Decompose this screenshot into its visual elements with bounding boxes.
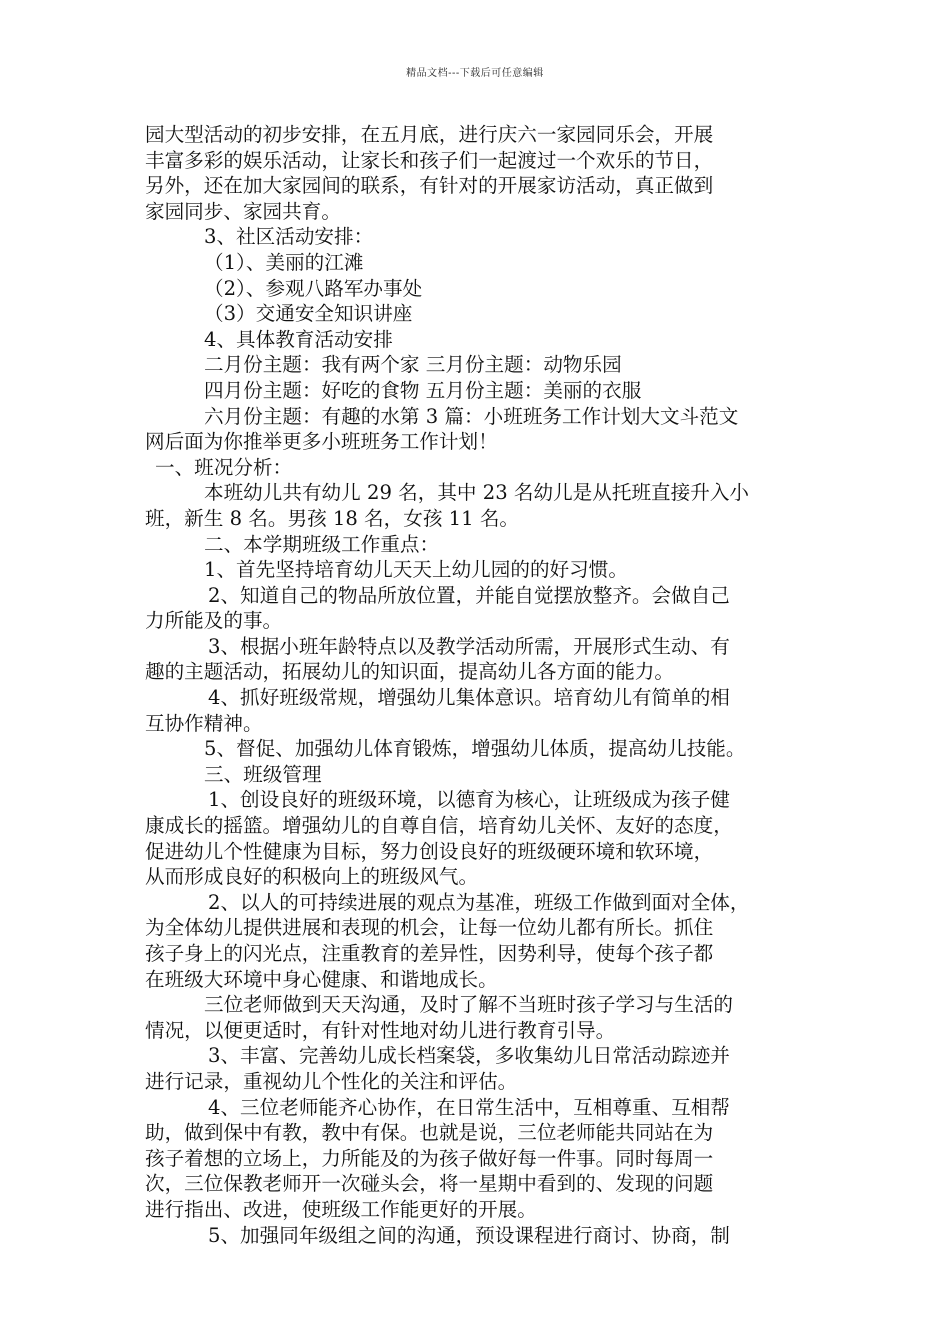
text-line: 2、以人的可持续进展的观点为基准，班级工作做到面对全体， bbox=[208, 890, 750, 914]
text-line: 康成长的摇篮。增强幼儿的自尊自信，培育幼儿关怀、友好的态度， bbox=[145, 814, 733, 838]
text-line: 二月份主题：我有两个家 三月份主题：动物乐园 bbox=[204, 353, 622, 377]
text-line: 孩子身上的闪光点，注重教育的差异性，因势利导，使每个孩子都 bbox=[145, 942, 714, 965]
text-line: （3）交通安全知识讲座 bbox=[204, 302, 413, 326]
text-line: 家园同步、家园共育。 bbox=[145, 199, 341, 223]
text-line: 进行指出、改进，使班级工作能更好的开展。 bbox=[145, 1197, 537, 1221]
text-line: 一、班况分析： bbox=[155, 455, 293, 479]
text-line: 丰富多彩的娱乐活动，让家长和孩子们一起渡过一个欢乐的节日， bbox=[145, 148, 714, 172]
text-line: 促进幼儿个性健康为目标，努力创设良好的班级硬环境和软环境， bbox=[145, 839, 714, 863]
document-body bbox=[145, 122, 810, 1248]
text-line: 进行记录，重视幼儿个性化的关注和评估。 bbox=[145, 1069, 518, 1093]
text-line: 网后面为你推举更多小班班务工作计划！ bbox=[145, 430, 498, 454]
text-line: 1、创设良好的班级环境，以德育为核心，让班级成为孩子健 bbox=[208, 788, 730, 812]
text-line: 园大型活动的初步安排，在五月底，进行庆六一家园同乐会，开展 bbox=[145, 123, 714, 146]
text-line: （1）、美丽的江滩 bbox=[204, 250, 364, 274]
text-line: 5、督促、加强幼儿体育锻炼，增强幼儿体质，提高幼儿技能。 bbox=[204, 737, 746, 761]
text-line: 4、具体教育活动安排 bbox=[204, 327, 393, 351]
text-line: 孩子着想的立场上，力所能及的为孩子做好每一件事。同时每周一 bbox=[145, 1146, 714, 1170]
text-line: 在班级大环境中身心健康、和谐地成长。 bbox=[145, 967, 498, 991]
text-line: 六月份主题：有趣的水第 3 篇：小班班务工作计划大文斗范文 bbox=[204, 404, 739, 428]
text-line: 三位老师做到天天沟通，及时了解不当班时孩子学习与生活的 bbox=[204, 993, 734, 1017]
text-line: 情况，以便更适时，有针对性地对幼儿进行教育引导。 bbox=[145, 1018, 616, 1042]
text-line: 次，三位保教老师开一次碰头会，将一星期中看到的、发现的问题 bbox=[145, 1172, 714, 1196]
text-line: 二、本学期班级工作重点： bbox=[204, 532, 440, 556]
text-line: 互协作精神。 bbox=[145, 711, 263, 735]
text-line: 5、加强同年级组之间的沟通，预设课程进行商讨、协商，制 bbox=[208, 1223, 730, 1247]
text-line: 班，新生 8 名。男孩 18 名，女孩 11 名。 bbox=[145, 506, 520, 530]
text-line: 力所能及的事。 bbox=[145, 609, 283, 633]
text-line: （2）、参观八路军办事处 bbox=[204, 276, 423, 300]
text-line: 为全体幼儿提供进展和表现的机会，让每一位幼儿都有所长。抓住 bbox=[145, 916, 714, 940]
text-line: 四月份主题：好吃的食物 五月份主题：美丽的衣服 bbox=[204, 378, 642, 402]
text-line: 4、三位老师能齐心协作，在日常生活中，互相尊重、互相帮 bbox=[208, 1095, 730, 1119]
text-line: 趣的主题活动，拓展幼儿的知识面，提高幼儿各方面的能力。 bbox=[145, 660, 675, 684]
text-line: 从而形成良好的积极向上的班级风气。 bbox=[145, 865, 479, 889]
text-line: 另外，还在加大家园间的联系，有针对的开展家访活动，真正做到 bbox=[145, 174, 714, 198]
text-line: 助，做到保中有教，教中有保。也就是说，三位老师能共同站在为 bbox=[145, 1121, 714, 1145]
page-header: 精品文档---下载后可任意编辑 bbox=[406, 68, 544, 79]
text-line: 三、班级管理 bbox=[204, 762, 322, 786]
text-line: 3、社区活动安排： bbox=[204, 225, 374, 249]
text-line: 本班幼儿共有幼儿 29 名，其中 23 名幼儿是从托班直接升入小 bbox=[204, 481, 750, 505]
text-line: 2、知道自己的物品所放位置，并能自觉摆放整齐。会做自己 bbox=[208, 583, 730, 607]
text-line: 4、抓好班级常规，增强幼儿集体意识。培育幼儿有简单的相 bbox=[208, 686, 730, 710]
text-line: 1、首先坚持培育幼儿天天上幼儿园的的好习惯。 bbox=[204, 558, 628, 582]
text-line: 3、根据小班年龄特点以及教学活动所需，开展形式生动、有 bbox=[208, 634, 730, 658]
text-line: 3、丰富、完善幼儿成长档案袋，多收集幼儿日常活动踪迹并 bbox=[208, 1044, 730, 1068]
